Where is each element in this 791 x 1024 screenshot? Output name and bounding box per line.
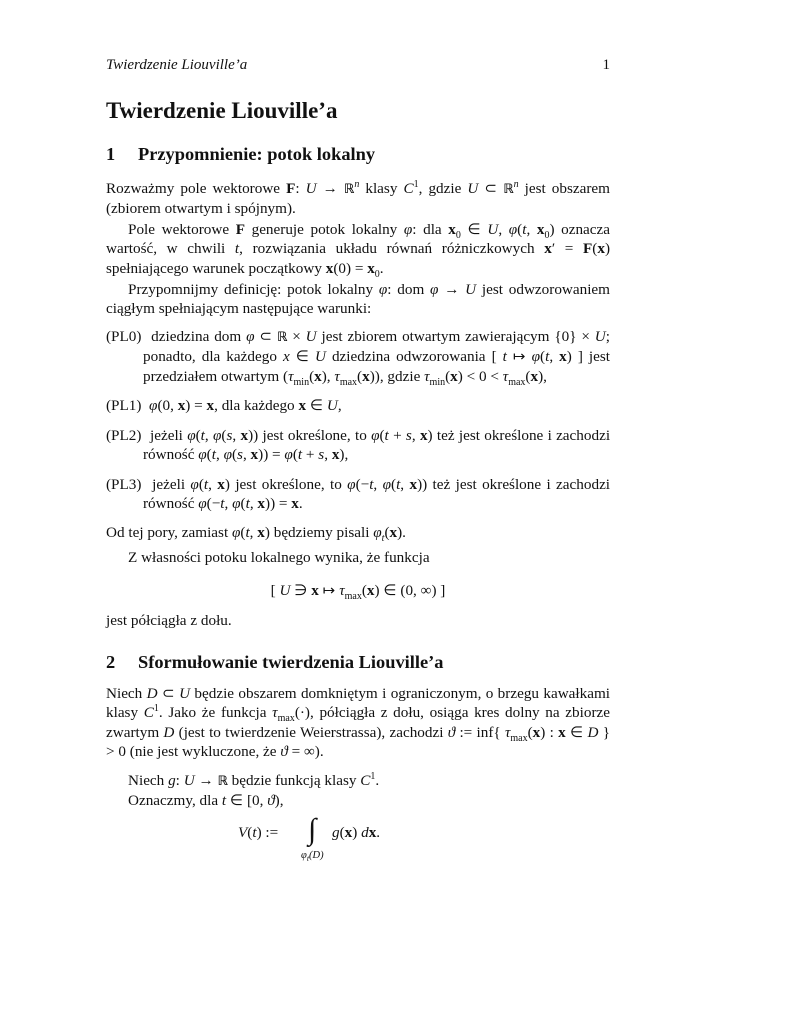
text-span: Pole wektorowe xyxy=(128,221,236,238)
text-span: , dla każdego xyxy=(214,397,299,414)
condition-pl2: (PL2) jeżeli φ(t, φ(s, x)) jest określone, to φ(t + s, x) też jest określone i zachodzi równość φ(t, φ(s, x)) = φ(t + s, x), xyxy=(106,427,611,464)
text-span: ; ponadto, dla każdego xyxy=(143,328,610,366)
integral-sign: ∫ xyxy=(308,813,317,846)
section-2-heading xyxy=(106,653,443,672)
text-span: Rozważmy pole wektorowe xyxy=(106,180,287,197)
text-span: będzie funkcją klasy xyxy=(227,772,361,789)
text-span: też jest określone i zachodzi równość xyxy=(143,427,611,464)
text-span: (nie jest wykluczone, że xyxy=(125,742,281,760)
running-head-title: Twierdzenie Liouville’a xyxy=(106,57,248,73)
text-span: jest przedziałem otwartym xyxy=(143,348,610,385)
text-span: : dla xyxy=(412,221,449,238)
text-span: (jest to twierdzenie Weierstrassa), zachodzi xyxy=(174,723,448,741)
text-span: jest zbiorem otwartym zawierającym xyxy=(316,328,555,345)
text-span: jeżeli xyxy=(150,427,188,444)
text-span: jest określone, to xyxy=(229,476,348,493)
text-span: jest odwzorowaniem ciągłym spełniającym następujące warunki: xyxy=(106,281,610,318)
condition-pl0: (PL0) dziedzina dom φ ⊂ ℝ × U jest zbiorem otwartym zawierającym {0} × U; ponadto, dla każdego x ∈ U dziedzina odwzorowania [ t ↦ φ(t, x) ] jest przedziałem otwartym ($\tau_{min}(x)$, $\tau_{max}(x)$), gdzie $\tau_{min}(x) < 0 < \tau_{max}(x)$, xyxy=(106,328,610,388)
text-span: będzie obszarem domkniętym i ograniczonym, o brzegu kawałkami klasy xyxy=(106,685,611,722)
text-span: jeżeli xyxy=(152,476,191,493)
paragraph-5: Z własności potoku lokalnego wynika, że funkcja xyxy=(128,549,430,566)
paragraph-1: Rozważmy pole wektorowe F: U → ℝ$^n$ klasy $C^1$, gdzie U ⊂ ℝ$^n$ jest obszarem (zbiorem otwartym i spójnym). xyxy=(106,178,610,218)
condition-label: (PL3) xyxy=(106,476,142,493)
text-span: , gdzie xyxy=(379,367,425,385)
integral-lhs: V(t) := xyxy=(238,824,279,841)
text-span: . Jako że funkcja xyxy=(158,704,273,722)
display-formula-tau: [ U ∋ x ↦ $\tau_{max}(x)$ ∈ (0, ∞) ] xyxy=(270,582,446,603)
paragraph-3: Przypomnijmy definicję: potok lokalny φ: dom φ → U jest odwzorowaniem ciągłym spełniającym następujące warunki: xyxy=(106,281,610,318)
text-span: , rozwiązania układu równań różniczkowych xyxy=(239,240,545,258)
section-2-number: 2 xyxy=(106,652,116,672)
integral-domain: $\varphi_t(D)$ xyxy=(301,850,324,864)
text-span: , półciągła z dołu, osiąga kres dolny na zbiorze zwartym xyxy=(106,704,610,741)
running-head xyxy=(106,56,610,75)
text-span: Oznaczmy, dla xyxy=(128,792,222,809)
display-formula-integral xyxy=(238,812,381,872)
paragraph-7: Niech D ⊂ U będzie obszarem domkniętym i ograniczonym, o brzegu kawałkami klasy $C^1$. Jako że funkcja $\tau_{max}(\cdot)$, półciągła z dołu, osiąga kres dolny na zbiorze zwartym D (jest to twierdzenie Weierstrassa), zachodzi ϑ := inf{ $\tau_{max}(x)$ : x ∈ D } > 0 (nie jest wykluczone, że ϑ = ∞). xyxy=(106,685,611,760)
text-span: Niech xyxy=(128,772,169,789)
condition-pl3: (PL3) jeżeli φ(t, x) jest określone, to φ(−t, φ(t, x)) też jest określone i zachodzi równość φ(−t, φ(t, x)) = x. xyxy=(106,476,611,513)
text-span: dziedzina dom xyxy=(151,328,247,345)
text-span: spełniającego warunek początkowy xyxy=(106,259,326,277)
text-span: dziedzina odwzorowania xyxy=(325,348,492,366)
text-span: jest określone, to xyxy=(258,427,372,444)
paragraph-9: Oznaczmy, dla t ∈ [0, ϑ), xyxy=(128,792,284,809)
section-1-title: Przypomnienie: potok lokalny xyxy=(138,144,376,164)
text-span: też jest określone i zachodzi równość xyxy=(143,476,611,513)
text-span: Niech xyxy=(106,685,147,702)
condition-label: (PL1) xyxy=(106,397,142,414)
text-span: jest obszarem (zbiorem otwartym i spójnym). xyxy=(106,180,610,218)
section-1-heading xyxy=(106,145,375,164)
paragraph-6: jest półciągła z dołu. xyxy=(106,612,232,629)
condition-pl1: (PL1) φ(0, x) = x, dla każdego x ∈ U, xyxy=(106,397,342,414)
text-span: generuje potok lokalny xyxy=(244,221,404,238)
paper-title: Twierdzenie Liouville’a xyxy=(106,98,338,123)
text-span: będziemy pisali xyxy=(269,524,374,541)
text-span: Od tej pory, zamiast xyxy=(106,524,232,541)
text-span: klasy xyxy=(359,180,404,197)
paragraph-8: Niech g: U → ℝ będzie funkcją klasy $C^1$. xyxy=(128,770,380,789)
page-number: 1 xyxy=(602,57,610,73)
section-1-number: 1 xyxy=(106,144,116,164)
condition-label: (PL2) xyxy=(106,427,142,444)
text-span: oznacza wartość, w chwili xyxy=(106,221,611,258)
text-span: Przypomnijmy definicję: potok lokalny xyxy=(128,281,379,298)
integral-integrand: g(x) dx. xyxy=(332,824,381,841)
section-2-title: Sformułowanie twierdzenia Liouville’a xyxy=(138,652,444,672)
paragraph-4: Od tej pory, zamiast φ(t, x) będziemy pisali $\varphi_t(x)$. xyxy=(106,524,406,545)
text-span: , gdzie xyxy=(418,180,468,197)
condition-label: (PL0) xyxy=(106,328,142,345)
paragraph-2: Pole wektorowe F generuje potok lokalny φ: dla $x_0$ ∈ U, φ(t, $x_0$) oznacza wartość, w chwili t, rozwiązania układu równań różniczkowych x′ = F(x) spełniającego warunek początkowy $x(0) = x_0$. xyxy=(106,221,611,280)
